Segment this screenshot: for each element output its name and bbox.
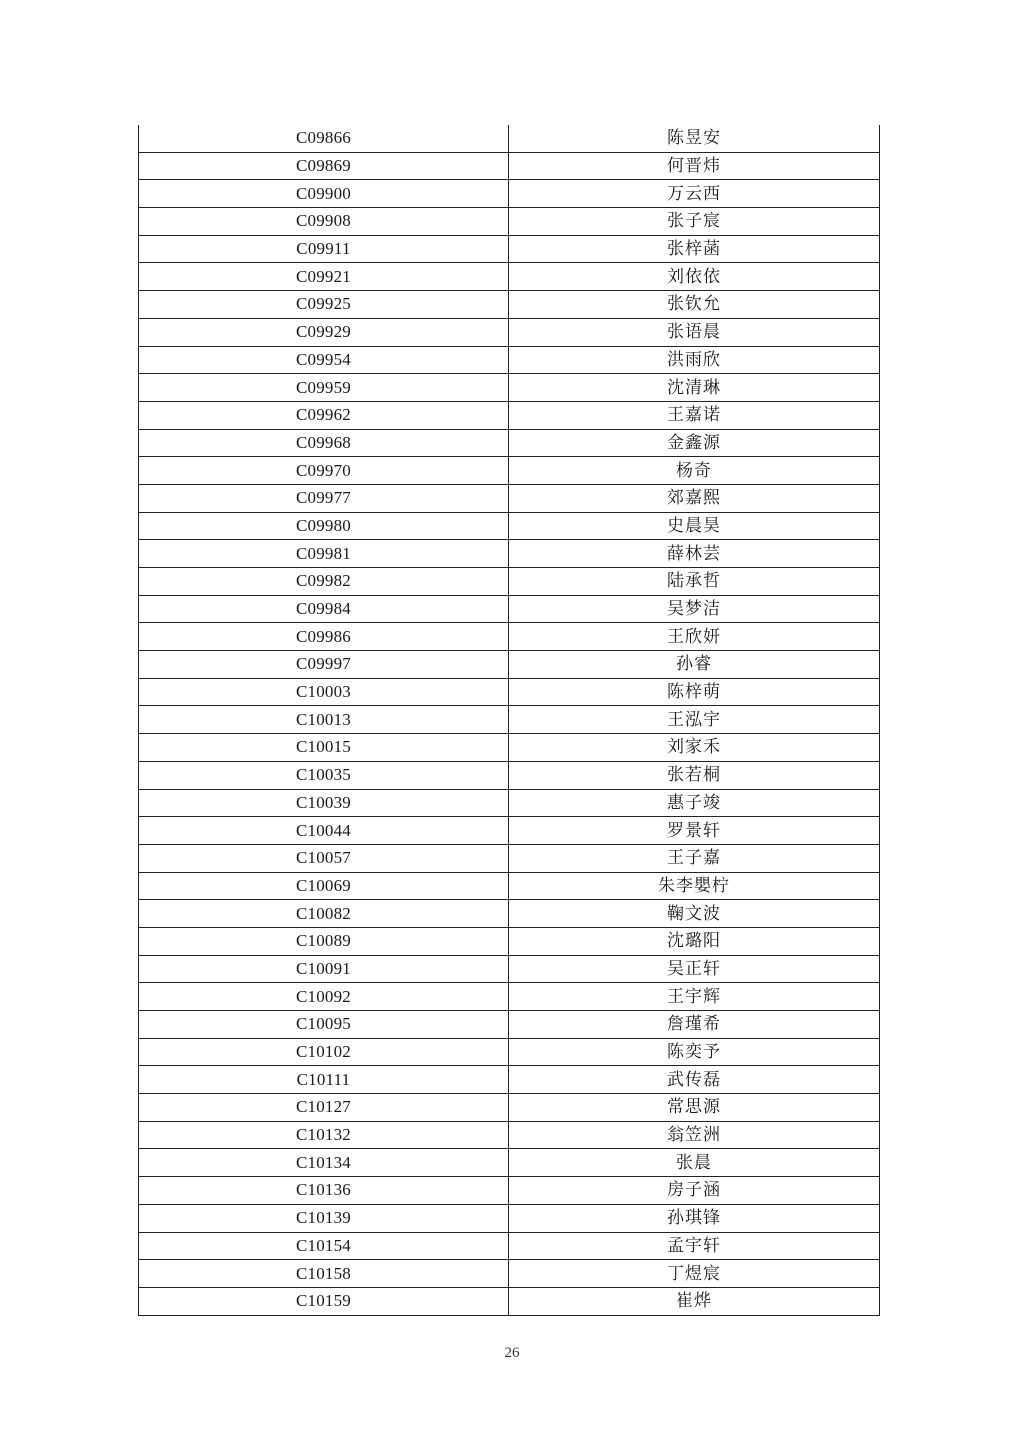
candidate-name-cell: 翁笠洲 xyxy=(509,1121,880,1149)
candidate-name-cell: 王欣妍 xyxy=(509,623,880,651)
candidate-id-cell: C10092 xyxy=(139,983,509,1011)
candidate-id-cell: C10111 xyxy=(139,1066,509,1094)
candidate-name-cell: 吴梦洁 xyxy=(509,595,880,623)
candidate-id-cell: C09977 xyxy=(139,484,509,512)
table-row xyxy=(139,401,880,429)
candidate-id-cell: C10044 xyxy=(139,817,509,845)
candidate-id-cell: C09929 xyxy=(139,318,509,346)
candidate-id-cell: C09962 xyxy=(139,401,509,429)
candidate-id-cell: C10013 xyxy=(139,706,509,734)
candidate-id-cell: C09921 xyxy=(139,263,509,291)
candidate-id-cell: C09908 xyxy=(139,208,509,236)
table-row xyxy=(139,678,880,706)
candidate-name-cell: 刘依依 xyxy=(509,263,880,291)
candidate-name-cell: 房子涵 xyxy=(509,1177,880,1205)
candidate-name-cell: 刘家禾 xyxy=(509,734,880,762)
candidate-id-cell: C10158 xyxy=(139,1260,509,1288)
candidate-name-cell: 史晨昊 xyxy=(509,512,880,540)
table-row xyxy=(139,927,880,955)
candidate-name-cell: 陆承哲 xyxy=(509,568,880,596)
candidate-name-cell: 张子宸 xyxy=(509,208,880,236)
candidate-name-cell: 崔烨 xyxy=(509,1287,880,1315)
table-row xyxy=(139,484,880,512)
candidate-id-cell: C10132 xyxy=(139,1121,509,1149)
candidate-id-cell: C10127 xyxy=(139,1094,509,1122)
candidate-id-cell: C09982 xyxy=(139,568,509,596)
candidate-name-cell: 罗景轩 xyxy=(509,817,880,845)
candidate-id-cell: C09869 xyxy=(139,152,509,180)
candidate-id-cell: C10136 xyxy=(139,1177,509,1205)
table-row xyxy=(139,595,880,623)
candidate-name-cell: 朱李嬰柠 xyxy=(509,872,880,900)
candidate-name-cell: 王嘉诺 xyxy=(509,401,880,429)
candidate-name-cell: 常思源 xyxy=(509,1094,880,1122)
candidate-name-cell: 张梓菡 xyxy=(509,235,880,263)
candidate-id-cell: C09968 xyxy=(139,429,509,457)
candidate-id-cell: C10154 xyxy=(139,1232,509,1260)
roster-table-body xyxy=(139,125,880,1315)
table-row xyxy=(139,623,880,651)
candidate-id-cell: C09954 xyxy=(139,346,509,374)
table-row xyxy=(139,1011,880,1039)
candidate-id-cell: C10082 xyxy=(139,900,509,928)
table-row xyxy=(139,235,880,263)
candidate-name-cell: 陈奕予 xyxy=(509,1038,880,1066)
table-row xyxy=(139,346,880,374)
table-row xyxy=(139,734,880,762)
candidate-name-cell: 陈昱安 xyxy=(509,125,880,152)
candidate-id-cell: C10139 xyxy=(139,1204,509,1232)
candidate-id-cell: C09911 xyxy=(139,235,509,263)
candidate-id-cell: C09970 xyxy=(139,457,509,485)
table-row xyxy=(139,651,880,679)
table-row xyxy=(139,374,880,402)
candidate-id-cell: C10003 xyxy=(139,678,509,706)
candidate-id-cell: C10015 xyxy=(139,734,509,762)
table-row xyxy=(139,457,880,485)
candidate-id-cell: C09980 xyxy=(139,512,509,540)
table-row xyxy=(139,706,880,734)
candidate-id-cell: C10159 xyxy=(139,1287,509,1315)
candidate-name-cell: 武传磊 xyxy=(509,1066,880,1094)
candidate-name-cell: 孙琪锋 xyxy=(509,1204,880,1232)
table-row xyxy=(139,817,880,845)
candidate-name-cell: 吴正轩 xyxy=(509,955,880,983)
candidate-id-cell: C09984 xyxy=(139,595,509,623)
table-row xyxy=(139,318,880,346)
candidate-name-cell: 丁煜宸 xyxy=(509,1260,880,1288)
candidate-id-cell: C10095 xyxy=(139,1011,509,1039)
table-row xyxy=(139,568,880,596)
candidate-id-cell: C10134 xyxy=(139,1149,509,1177)
table-row xyxy=(139,263,880,291)
table-row xyxy=(139,291,880,319)
table-row xyxy=(139,512,880,540)
table-row xyxy=(139,1149,880,1177)
table-row xyxy=(139,1177,880,1205)
table-row xyxy=(139,1066,880,1094)
candidate-name-cell: 陈梓萌 xyxy=(509,678,880,706)
candidate-id-cell: C10035 xyxy=(139,761,509,789)
table-row xyxy=(139,540,880,568)
candidate-id-cell: C10089 xyxy=(139,927,509,955)
candidate-name-cell: 郊嘉熙 xyxy=(509,484,880,512)
candidate-name-cell: 万云西 xyxy=(509,180,880,208)
table-row xyxy=(139,208,880,236)
candidate-name-cell: 沈璐阳 xyxy=(509,927,880,955)
candidate-name-cell: 鞠文波 xyxy=(509,900,880,928)
candidate-name-cell: 张若桐 xyxy=(509,761,880,789)
candidate-id-cell: C09866 xyxy=(139,125,509,152)
table-row xyxy=(139,789,880,817)
table-row xyxy=(139,983,880,1011)
table-row xyxy=(139,152,880,180)
candidate-id-cell: C10039 xyxy=(139,789,509,817)
candidate-name-cell: 张晨 xyxy=(509,1149,880,1177)
candidate-id-cell: C09925 xyxy=(139,291,509,319)
candidate-name-cell: 何晋炜 xyxy=(509,152,880,180)
candidate-name-cell: 孟宇轩 xyxy=(509,1232,880,1260)
candidate-id-cell: C09981 xyxy=(139,540,509,568)
table-row xyxy=(139,1038,880,1066)
table-row xyxy=(139,1121,880,1149)
table-row xyxy=(139,1260,880,1288)
candidate-name-cell: 王泓宇 xyxy=(509,706,880,734)
table-row xyxy=(139,955,880,983)
table-row xyxy=(139,844,880,872)
candidate-id-cell: C09997 xyxy=(139,651,509,679)
table-row xyxy=(139,125,880,152)
table-row xyxy=(139,761,880,789)
candidate-id-cell: C09959 xyxy=(139,374,509,402)
candidate-name-cell: 詹瑾希 xyxy=(509,1011,880,1039)
page-number: 26 xyxy=(504,1345,520,1361)
candidate-id-cell: C10057 xyxy=(139,844,509,872)
candidate-id-cell: C09986 xyxy=(139,623,509,651)
candidate-name-cell: 薛林芸 xyxy=(509,540,880,568)
candidate-id-cell: C10069 xyxy=(139,872,509,900)
table-row xyxy=(139,429,880,457)
candidate-name-cell: 王宇辉 xyxy=(509,983,880,1011)
table-row xyxy=(139,1287,880,1315)
candidate-id-cell: C09900 xyxy=(139,180,509,208)
candidate-name-cell: 张语晨 xyxy=(509,318,880,346)
table-row xyxy=(139,900,880,928)
candidate-name-cell: 孙睿 xyxy=(509,651,880,679)
table-row xyxy=(139,1204,880,1232)
candidate-name-cell: 惠子竣 xyxy=(509,789,880,817)
candidate-name-cell: 金鑫源 xyxy=(509,429,880,457)
candidate-name-cell: 沈清琳 xyxy=(509,374,880,402)
table-row xyxy=(139,180,880,208)
roster-table xyxy=(138,125,880,1316)
candidate-name-cell: 洪雨欣 xyxy=(509,346,880,374)
candidate-name-cell: 张钦允 xyxy=(509,291,880,319)
candidate-id-cell: C10091 xyxy=(139,955,509,983)
candidate-name-cell: 王子嘉 xyxy=(509,844,880,872)
table-row xyxy=(139,872,880,900)
candidate-name-cell: 杨奇 xyxy=(509,457,880,485)
table-row xyxy=(139,1094,880,1122)
table-row xyxy=(139,1232,880,1260)
candidate-id-cell: C10102 xyxy=(139,1038,509,1066)
